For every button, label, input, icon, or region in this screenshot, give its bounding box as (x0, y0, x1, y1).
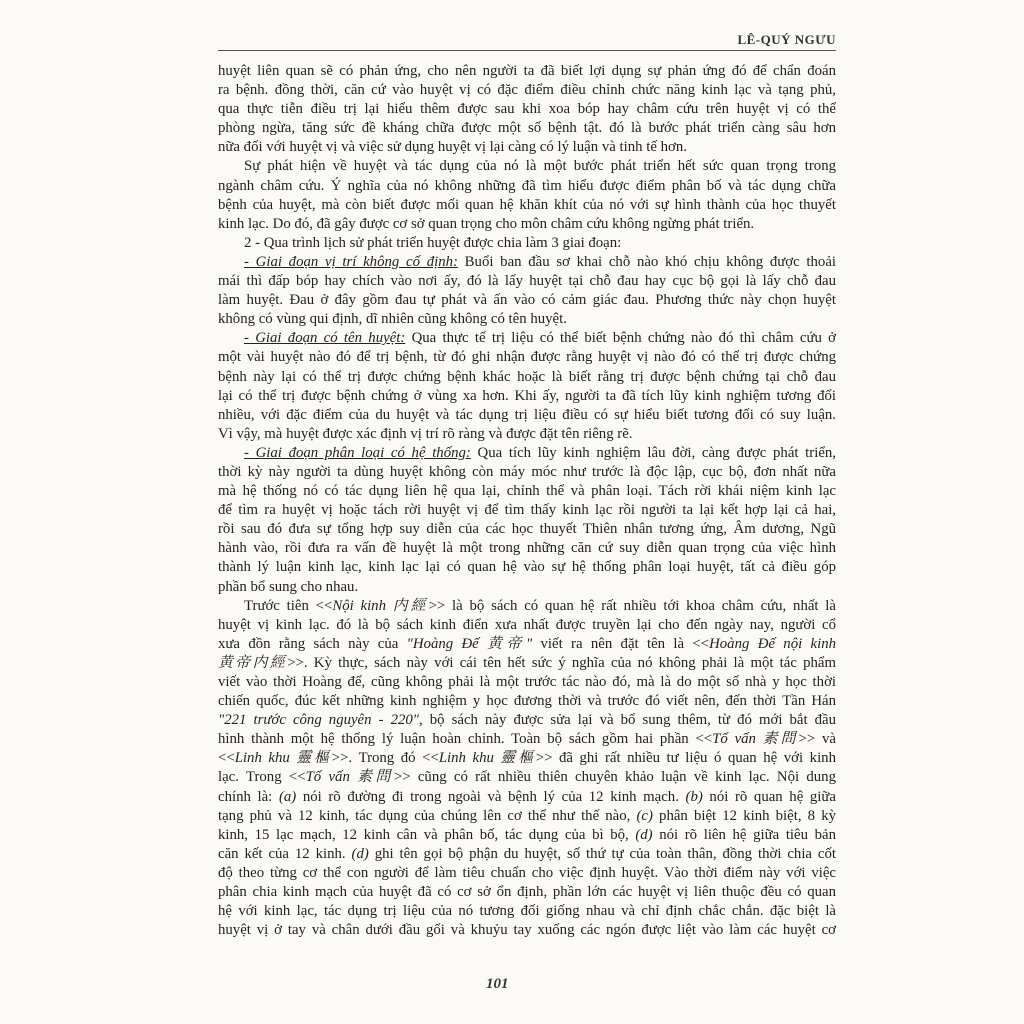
text-line: lại có thể trị được bệnh chứng ở vùng xa hơn. Khi ấy, người ta đã tích lũy kinh nghiệm tương đối (218, 387, 836, 404)
text-line (218, 749, 836, 768)
text-line: chiến quốc, đúc kết những kinh nghiệm y học đương thời và trước đó viết nên, đến thời Tần Hán (218, 693, 836, 710)
text-line: mái thì đấp bóp hay chích vào nơi ấy, đó là lấy huyệt tại chỗ đau hay cục bộ gọi là lấy chỗ đau (218, 273, 836, 290)
text-line: Sự phát hiện về huyệt và tác dụng của nó là một bước phát triển hết sức quan trọng trong (244, 158, 836, 175)
text-line: hệ với kinh lạc, tác dụng trị liệu của nó tương đối giống nhau và chỉ định chắc chắn. đặc biệt là (218, 903, 836, 920)
text-line (218, 253, 836, 272)
book-title: Tố vấn 素問 (305, 769, 394, 786)
text-line: bệnh này lại có thể trị được chứng bệnh khác hoặc là biết rằng trị được bệnh chứng tại chỗ đau (218, 368, 836, 385)
book-title: 黄帝内經 (218, 654, 288, 671)
text-line: phòng ngừa, tăng sức đề kháng chữa được một số bệnh tật. đó là bước phát triển càng sâu hơn (218, 120, 836, 137)
text-line: thời kỳ này người ta dùng huyệt không còn máy móc như trước là độc lập, cục bộ, đơn nhất nữa (218, 463, 836, 480)
text-line (218, 768, 836, 787)
text-line: để tìm ra huyệt vị hoặc tách rời huyệt vị để tìm thấy kinh lạc rồi người ta lại kết hợp lại cả hai, (218, 502, 836, 519)
text-span: nói rõ đường đi trong ngoài và bệnh lý của 12 kinh mạch. (296, 788, 686, 805)
text-span: chính là: (218, 788, 279, 805)
book-title: Tố vấn 素問 (712, 731, 799, 748)
book-title: Nội kinh 内經 (332, 597, 429, 614)
text-line: làm huyệt. Đau ở đây gồm đau tự phát và ấn vào có cảm giác đau. Phương thức này chọn huyệt (218, 292, 836, 309)
text-line: không có vùng qui định, dĩ nhiên cũng không có tên huyệt. (218, 311, 567, 328)
text-line (218, 730, 836, 749)
text-line: độ theo từng cơ thể con người để làm tiêu chuẩn cho việc định huyệt. Vào thời điểm này với việc (218, 864, 836, 881)
text-span: >>. Trong đó << (331, 750, 439, 767)
text-line (218, 329, 836, 348)
text-span: Buổi ban đầu sơ khai chỗ nào khó chịu không được thoải (464, 253, 837, 270)
text-span: >> là bộ sách có quan hệ rất nhiều tới khoa châm cứu, nhất là (428, 597, 836, 614)
text-line: huyệt vị ở tay và chân dưới đầu gối và khuỷu tay xuống các ngón được liệt vào làm các huyệt cơ (218, 922, 836, 939)
text-line: ra bệnh. đồng thời, căn cứ vào huyệt vị có đặc điểm điều chỉnh chức năng kinh lạc và tạng phủ, (218, 82, 836, 99)
text-span: nói rõ liên hệ giữa tiêu bản (652, 826, 836, 843)
list-marker: (b) (685, 788, 703, 805)
text-line: thành lý luận kinh lạc, kinh lạc lại có quan hệ vào sự hệ thống phân loại huyệt, tất cả điều góp (218, 559, 836, 576)
body-text (218, 62, 836, 940)
text-line: ngành châm cứu. Ý nghĩa của nó không những đã tìm hiểu được điểm phân bố và tác dụng chữa (218, 177, 836, 194)
text-line: rồi sau đó đưa sự tổng hợp suy diễn của các học thuyết Thiên nhân tương ứng, Âm dương, Ngũ (218, 521, 836, 538)
text-line (218, 711, 836, 730)
book-title: Linh khu 靈樞 (438, 750, 536, 767)
text-line (218, 597, 836, 616)
text-span: >> và (798, 731, 836, 748)
page-header (218, 30, 836, 51)
text-span: căn kết của 12 kinh. (218, 845, 352, 862)
text-line: một vài huyệt nào đó để trị bệnh, từ đó ghi nhận được rằng huyệt vị nào đó có thể trị được chứng (218, 349, 836, 366)
text-line: phần bổ sung cho nhau. (218, 578, 359, 595)
text-span: >> đã ghi rất nhiều tư liệu ó quan hệ với kinh (535, 750, 836, 767)
text-span: >> cũng có rất nhiều thiên chuyên khảo luận về kinh lạc. Nội dung (393, 769, 836, 786)
text-span: xưa đồn rằng sách này của (218, 635, 407, 652)
text-span: kinh, 15 lạc mạch, 12 kinh cân và phân bố, tác dụng của bì bộ, (218, 826, 636, 843)
text-line: huyệt liên quan sẽ có phản ứng, cho nên người ta đã biết lợi dụng sự phản ứng đó để chẩn đoán (218, 63, 836, 79)
text-span: hình thành một hệ thống lý luận hoàn chỉnh. Toàn bộ sách gồm hai phần << (218, 731, 713, 748)
text-line (218, 635, 836, 654)
text-span: phân biệt 12 kinh biệt, 8 kỳ (652, 807, 836, 824)
text-line: Vì vậy, mà huyệt được xác định vị trí rõ ràng và được đặt tên riêng rẽ. (218, 425, 633, 442)
text-span: viết ra nên đặt tên là << (532, 635, 710, 652)
text-line: hành vào, rồi đưa ra vấn đề huyệt là một trong những căn cứ suy diễn quan trọng của việc hình (218, 540, 836, 557)
text-line (218, 788, 836, 807)
book-title: Linh khu 靈樞 (234, 750, 332, 767)
list-marker: (d) (635, 826, 653, 843)
text-line: nữa đối với huyệt vị và việc sử dụng huyệt vị lại càng có lý luận và tinh tế hơn. (218, 139, 687, 156)
text-line: phân chia kinh mạch của huyệt đã có cơ sở ổn định, phần lớn các huyệt vị liên thuộc đều có quan (218, 884, 836, 901)
text-line (218, 444, 836, 463)
text-span: , bộ sách này được sửa lại và bổ sung thêm, từ đó mới bắt đầu (419, 712, 837, 729)
list-marker: (a) (278, 788, 297, 805)
phase-subhead: - Giai đoạn có tên huyệt: (244, 330, 406, 347)
list-marker: (c) (636, 807, 653, 824)
text-span: Qua thực tế trị liệu có thể biết bệnh chứng nào đó thì châm cứu ở (411, 330, 837, 347)
text-span: tạng phủ và 12 kinh, tác dụng của chúng lên cơ thể như thế nào, (218, 807, 637, 824)
text-line (218, 807, 836, 826)
text-line: nhiều, với đặc điểm của du huyệt và tác dụng trị liệu điều có sự hiểu biết tương đối có suy luận. (218, 406, 836, 423)
book-title: Hoàng Đế nội kinh (709, 635, 837, 652)
text-line: viết vào thời Hoàng đế, cũng không phải là một trước tác nào đó, mà là do một số nhà y học thời (218, 674, 836, 690)
section-heading: 2 - Qua trình lịch sử phát triển huyệt được chia làm 3 giai đoạn: (244, 234, 622, 251)
text-line: mà hệ thống nó có tác dụng liên hệ qua lại, chỉnh thể và phân loại. Tách rời khái niệm kinh lạc (218, 483, 836, 500)
text-line: bệnh của huyệt, mà còn biết được mối quan hệ khăn khít của nó với sự hình thành của học thuyết (218, 196, 836, 213)
text-line (218, 654, 836, 673)
text-span: lạc. Trong << (218, 769, 306, 786)
text-span: >>. Kỳ thực, sách này với cái tên hết sức ý nghĩa của nó không phải là một tác phẩm (287, 654, 836, 671)
text-span: ghi tên gọi bộ phận du huyệt, số thứ tự của toàn thân, đồng thời chia cốt (368, 845, 836, 862)
running-head: LÊ-QUÝ NGƯU (737, 32, 836, 47)
phase-subhead: - Giai đoạn vị trí không cố định: (244, 253, 458, 270)
text-line: kinh lạc. Do đó, đã gây được cơ sở quan trọng cho môn châm cứu không ngừng phát triển. (218, 215, 755, 232)
text-line: huyệt vị kinh lạc. đó là bộ sách kinh điển xưa nhất được truyền lại cho đến ngày nay, người cổ (218, 616, 836, 633)
text-line (218, 826, 836, 845)
phase-subhead: - Giai đoạn phân loại có hệ thống: (244, 444, 471, 461)
text-line: qua thực tiễn điều trị lại hiểu thêm được sau khi xoa bóp hay châm cứu trên huyệt vị có thể (218, 101, 836, 118)
date-range: "221 trước công nguyên - 220" (218, 712, 420, 729)
text-line (218, 845, 836, 864)
text-span: Qua tích lũy kinh nghiệm lâu đời, càng được phát triển, (477, 444, 837, 461)
text-span: nói rõ quan hệ giữa (702, 788, 837, 805)
book-title: "Hoàng Đế 黄帝" (406, 635, 533, 652)
list-marker: (d) (351, 845, 369, 862)
text-span: << (218, 750, 235, 767)
page-number: 101 (486, 976, 509, 992)
text-span: Trước tiên << (244, 597, 333, 614)
